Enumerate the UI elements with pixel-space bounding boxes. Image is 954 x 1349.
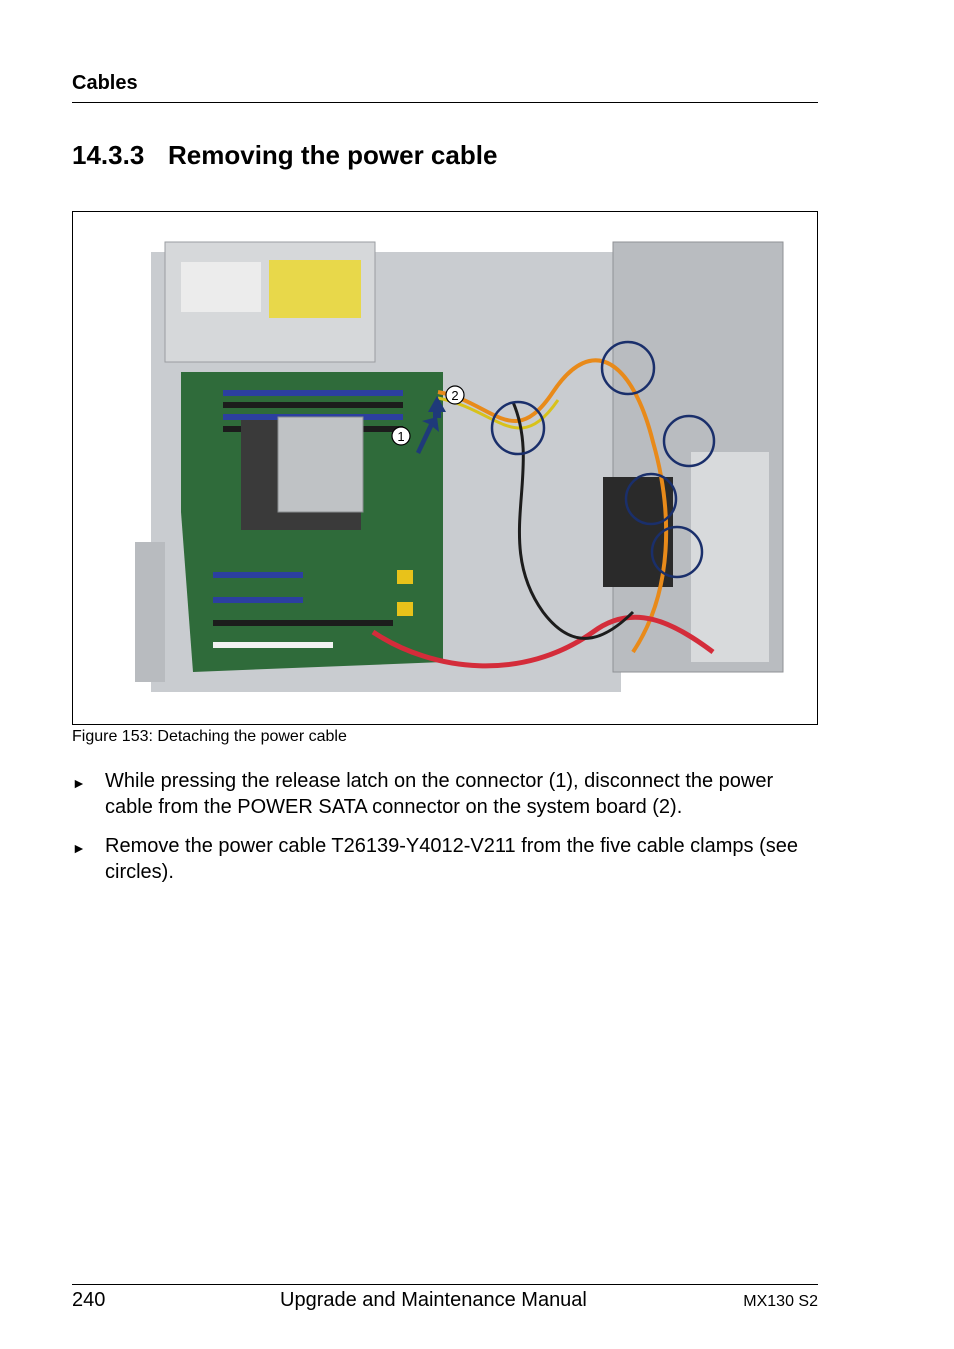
page-number: 240 — [72, 1289, 106, 1311]
page-heading — [72, 140, 497, 171]
sata-connector — [397, 602, 413, 616]
header-rule — [72, 102, 818, 103]
expansion-brackets — [135, 542, 165, 682]
psu-label — [269, 260, 361, 318]
section-label: Cables — [72, 72, 138, 94]
instruction-step — [72, 833, 822, 885]
footer-rule — [72, 1284, 818, 1285]
figure-caption: Figure 153: Detaching the power cable — [72, 728, 347, 745]
memory-slot — [223, 390, 403, 396]
pci-slot — [213, 572, 303, 578]
instruction-step — [72, 768, 822, 820]
pci-slot — [213, 642, 333, 648]
step-text: Remove the power cable T26139-Y4012-V211 from the five cable clamps (see circles). — [105, 835, 798, 883]
pci-slot — [213, 620, 393, 626]
bullet-icon: ► — [72, 840, 86, 856]
bullet-icon: ► — [72, 775, 86, 791]
model-name: MX130 S2 — [743, 1293, 818, 1310]
callout-2-label: 2 — [451, 388, 459, 403]
callout-1-label: 1 — [397, 429, 405, 444]
cpu-heatsink — [278, 417, 363, 512]
manual-title: Upgrade and Maintenance Manual — [280, 1289, 587, 1311]
chassis-photo-illustration — [73, 212, 817, 724]
heading-number: 14.3.3 — [72, 140, 145, 170]
instruction-list — [72, 768, 822, 898]
pci-slot — [213, 597, 303, 603]
sata-connector — [397, 570, 413, 584]
step-text: While pressing the release latch on the connector (1), disconnect the power cable from the POWER SATA connector on the system board (2). — [105, 770, 774, 818]
figure-frame — [72, 211, 818, 725]
psu-info-sticker — [181, 262, 261, 312]
memory-slot — [223, 402, 403, 408]
heading-title: Removing the power cable — [168, 140, 498, 170]
